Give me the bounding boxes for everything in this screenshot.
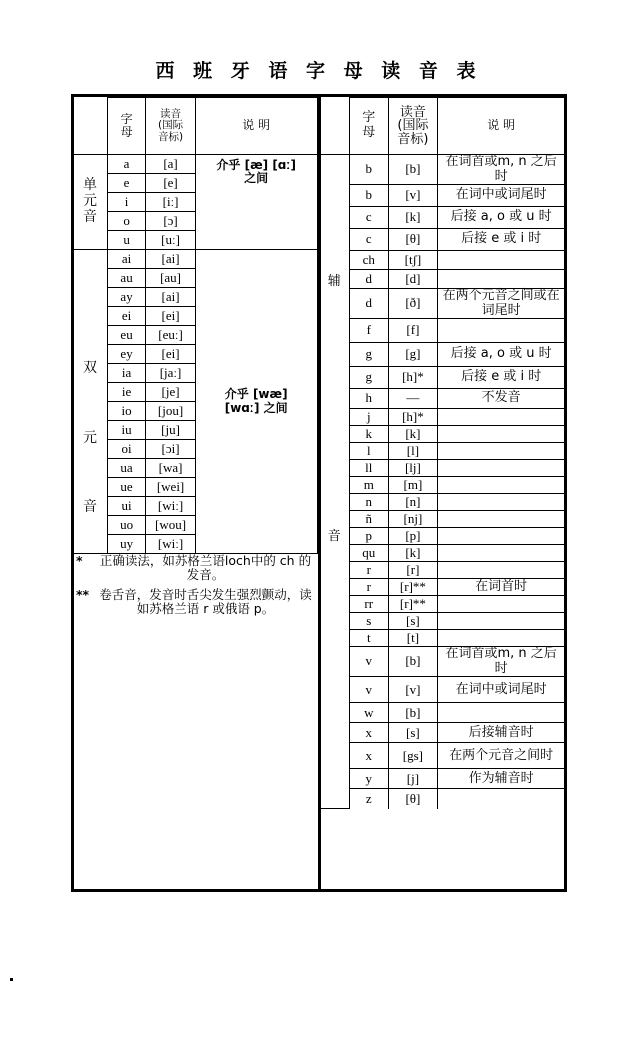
- ipa-cell: [ɔi]: [146, 440, 196, 459]
- ipa-cell: [f]: [388, 319, 438, 343]
- note-cell: 在词中或词尾时: [438, 677, 564, 703]
- pronunciation-table: [71, 94, 567, 892]
- letter-cell: au: [107, 269, 145, 288]
- letter-cell: ñ: [350, 511, 389, 528]
- left-pane: [74, 97, 319, 889]
- note-cell: [438, 494, 564, 511]
- ipa-cell: [ð]: [388, 289, 438, 319]
- letter-cell: s: [350, 613, 389, 630]
- letter-cell: c: [350, 229, 389, 251]
- right-header-ipa-line2: (国际: [397, 118, 429, 134]
- note-cell-diphthong: [195, 250, 317, 554]
- ipa-cell: [v]: [388, 185, 438, 207]
- ipa-cell: [v]: [388, 677, 438, 703]
- page-corner-mark: [10, 978, 13, 981]
- letter-cell: e: [107, 174, 145, 193]
- letter-cell: ay: [107, 288, 145, 307]
- letter-cell: qu: [350, 545, 389, 562]
- ipa-cell: [j]: [388, 769, 438, 789]
- table-row: [321, 477, 565, 494]
- left-header-note: 说 明: [195, 98, 317, 155]
- group-label-consonant: [321, 155, 350, 809]
- footnote-1-mark: *: [76, 553, 83, 568]
- letter-cell: io: [107, 402, 145, 421]
- ipa-cell: [wa]: [146, 459, 196, 478]
- ipa-cell: [euː]: [146, 326, 196, 345]
- group-label-monophthong-char2: 元: [82, 193, 98, 210]
- note-cell: [438, 409, 564, 426]
- letter-cell: ey: [107, 345, 145, 364]
- note-cell: [438, 528, 564, 545]
- table-row: [321, 367, 565, 389]
- right-header-note: 说 明: [438, 98, 564, 155]
- note-cell: [438, 789, 564, 809]
- left-header-ipa-line2: (国际: [158, 119, 184, 132]
- ipa-cell: [d]: [388, 270, 438, 289]
- letter-cell: iu: [107, 421, 145, 440]
- note-cell: [438, 319, 564, 343]
- group-label-monophthong: [74, 155, 107, 250]
- letter-cell: ui: [107, 497, 145, 516]
- letter-cell: ia: [107, 364, 145, 383]
- note-line1: 介乎 [æ] [ɑː]: [216, 158, 296, 172]
- table-row: [321, 289, 565, 319]
- note-cell: [438, 562, 564, 579]
- note-line2: [wɑː] 之间: [224, 400, 288, 415]
- ipa-cell: [r]**: [388, 579, 438, 596]
- table-row: [321, 185, 565, 207]
- left-header-ipa-line1: 读音: [160, 108, 182, 121]
- ipa-cell: [jaː]: [146, 364, 196, 383]
- ipa-cell: [m]: [388, 477, 438, 494]
- letter-cell: r: [350, 562, 389, 579]
- note-cell: [438, 251, 564, 270]
- left-header-blank: [74, 98, 107, 155]
- note-cell: [438, 443, 564, 460]
- footnotes-row: [74, 554, 317, 617]
- table-row: [321, 528, 565, 545]
- ipa-cell: [ɔ]: [146, 212, 196, 231]
- table-row: [321, 251, 565, 270]
- letter-cell: b: [350, 155, 389, 185]
- note-line1: 介乎 [wæ]: [224, 387, 288, 402]
- ipa-cell: [s]: [388, 613, 438, 630]
- letter-cell: oi: [107, 440, 145, 459]
- note-cell: [438, 477, 564, 494]
- letter-cell: f: [350, 319, 389, 343]
- table-row: [321, 703, 565, 723]
- letter-cell: eu: [107, 326, 145, 345]
- table-row: [321, 460, 565, 477]
- ipa-cell: [nj]: [388, 511, 438, 528]
- footnote-2: [76, 588, 315, 616]
- letter-cell: ei: [107, 307, 145, 326]
- letter-cell: r: [350, 579, 389, 596]
- ipa-cell: [ai]: [146, 288, 196, 307]
- table-row: [321, 389, 565, 409]
- letter-cell: l: [350, 443, 389, 460]
- table-row: [321, 743, 565, 769]
- group-label-diphthong-char3: 音: [82, 499, 98, 516]
- letter-cell: k: [350, 426, 389, 443]
- table-row: [321, 229, 565, 251]
- letter-cell: ai: [107, 250, 145, 269]
- group-label-consonant-char1: 辅: [327, 274, 342, 289]
- table-row: [74, 250, 317, 269]
- ipa-cell: [je]: [146, 383, 196, 402]
- letter-cell: ch: [350, 251, 389, 270]
- letter-cell: d: [350, 270, 389, 289]
- table-row: [321, 613, 565, 630]
- right-table-header-row: [321, 98, 565, 155]
- ipa-cell: [gs]: [388, 743, 438, 769]
- ipa-cell: [ju]: [146, 421, 196, 440]
- ipa-cell: [p]: [388, 528, 438, 545]
- right-header-ipa-line3: 音标): [397, 131, 429, 147]
- table-row: [321, 789, 565, 809]
- right-header-ipa: [388, 98, 438, 155]
- note-line2: 之间: [244, 171, 269, 186]
- letter-cell: ie: [107, 383, 145, 402]
- letter-cell: o: [107, 212, 145, 231]
- ipa-cell: [k]: [388, 545, 438, 562]
- note-cell: 在两个元音之间时: [438, 743, 564, 769]
- letter-cell: v: [350, 677, 389, 703]
- letter-cell: d: [350, 289, 389, 319]
- letter-cell: uo: [107, 516, 145, 535]
- letter-cell: x: [350, 723, 389, 743]
- ipa-cell: [r]**: [388, 596, 438, 613]
- note-cell-monophthong: [195, 155, 317, 250]
- table-row: [321, 579, 565, 596]
- note-cell: 后接 e 或 i 时: [438, 229, 564, 251]
- right-header-letter-line1: 字: [362, 110, 376, 126]
- letter-cell: ua: [107, 459, 145, 478]
- footnote-2-mark: **: [76, 587, 90, 602]
- right-pane: [319, 97, 564, 889]
- group-label-diphthong: [74, 250, 107, 554]
- letter-cell: g: [350, 343, 389, 367]
- note-cell: [438, 270, 564, 289]
- ipa-cell: [tʃ]: [388, 251, 438, 270]
- letter-cell: c: [350, 207, 389, 229]
- ipa-cell: [s]: [388, 723, 438, 743]
- table-row: [321, 207, 565, 229]
- ipa-cell: [lj]: [388, 460, 438, 477]
- note-cell: [438, 460, 564, 477]
- letter-cell: v: [350, 647, 389, 677]
- note-cell: [438, 545, 564, 562]
- ipa-cell: [h]*: [388, 367, 438, 389]
- ipa-cell: [θ]: [388, 789, 438, 809]
- note-cell: 后接 a, o 或 u 时: [438, 343, 564, 367]
- group-label-diphthong-char1: 双: [82, 359, 98, 376]
- ipa-cell: [t]: [388, 630, 438, 647]
- left-header-ipa-line3: 音标): [158, 130, 184, 143]
- ipa-cell: [l]: [388, 443, 438, 460]
- letter-cell: p: [350, 528, 389, 545]
- table-row: [321, 630, 565, 647]
- note-cell: 在词首或m, n 之后时: [438, 155, 564, 185]
- table-row: [321, 155, 565, 185]
- table-row: [74, 155, 317, 174]
- footnotes: [74, 554, 317, 617]
- ipa-cell: [wiː]: [146, 497, 196, 516]
- left-table: [74, 97, 318, 616]
- ipa-cell: [jou]: [146, 402, 196, 421]
- letter-cell: h: [350, 389, 389, 409]
- table-row: [321, 677, 565, 703]
- group-label-diphthong-char2: 元: [82, 429, 98, 446]
- table-row: [321, 443, 565, 460]
- note-cell: 后接 a, o 或 u 时: [438, 207, 564, 229]
- left-header-letter-line2: 母: [120, 125, 133, 139]
- table-row: [321, 494, 565, 511]
- note-cell: 不发音: [438, 389, 564, 409]
- letter-cell: b: [350, 185, 389, 207]
- ipa-cell: [iː]: [146, 193, 196, 212]
- letter-cell: g: [350, 367, 389, 389]
- letter-cell: i: [107, 193, 145, 212]
- note-cell: [438, 511, 564, 528]
- note-cell: 作为辅音时: [438, 769, 564, 789]
- note-cell: 后接 e 或 i 时: [438, 367, 564, 389]
- letter-cell: t: [350, 630, 389, 647]
- ipa-cell: [g]: [388, 343, 438, 367]
- right-header-blank: [321, 98, 350, 155]
- group-label-consonant-char2: 音: [327, 528, 342, 544]
- table-row: [321, 343, 565, 367]
- ipa-cell: [n]: [388, 494, 438, 511]
- letter-cell: rr: [350, 596, 389, 613]
- letter-cell: w: [350, 703, 389, 723]
- left-table-header-row: [74, 98, 317, 155]
- table-row: [321, 545, 565, 562]
- letter-cell: y: [350, 769, 389, 789]
- ipa-cell: [b]: [388, 647, 438, 677]
- table-row: [321, 409, 565, 426]
- ipa-cell: [au]: [146, 269, 196, 288]
- letter-cell: z: [350, 789, 389, 809]
- ipa-cell: [ei]: [146, 307, 196, 326]
- ipa-cell: [ei]: [146, 345, 196, 364]
- note-cell: 后接辅音时: [438, 723, 564, 743]
- letter-cell: ue: [107, 478, 145, 497]
- note-cell: 在两个元音之间或在词尾时: [438, 289, 564, 319]
- footnote-1-text: 正确读法，如苏格兰语loch中的 ch 的发音。: [99, 553, 312, 582]
- right-header-ipa-line1: 读音: [399, 104, 426, 120]
- table-row: [321, 562, 565, 579]
- right-table: [321, 97, 565, 809]
- letter-cell: uy: [107, 535, 145, 554]
- ipa-cell: [θ]: [388, 229, 438, 251]
- letter-cell: ll: [350, 460, 389, 477]
- note-cell: 在词首时: [438, 579, 564, 596]
- page-title: 西 班 牙 语 字 母 读 音 表: [155, 60, 482, 82]
- table-row: [321, 769, 565, 789]
- table-row: [321, 647, 565, 677]
- ipa-cell: [h]*: [388, 409, 438, 426]
- note-cell: [438, 613, 564, 630]
- letter-cell: j: [350, 409, 389, 426]
- table-row: [321, 723, 565, 743]
- letter-cell: n: [350, 494, 389, 511]
- ipa-cell: [uː]: [146, 231, 196, 250]
- note-cell: [438, 630, 564, 647]
- left-header-letter-line1: 字: [120, 111, 133, 126]
- footnote-2-text: 卷舌音，发音时舌尖发生强烈颤动，读如苏格兰语 r 或俄语 p。: [99, 587, 312, 616]
- ipa-cell: [wiː]: [146, 535, 196, 554]
- group-label-monophthong-char3: 音: [82, 208, 98, 225]
- ipa-cell: [a]: [146, 155, 196, 174]
- ipa-cell: [k]: [388, 207, 438, 229]
- note-cell: [438, 703, 564, 723]
- letter-cell: x: [350, 743, 389, 769]
- table-row: [321, 596, 565, 613]
- ipa-cell: [r]: [388, 562, 438, 579]
- letter-cell: u: [107, 231, 145, 250]
- ipa-cell: [ai]: [146, 250, 196, 269]
- ipa-cell: [b]: [388, 703, 438, 723]
- ipa-cell: [wei]: [146, 478, 196, 497]
- note-cell: 在词首或m, n 之后时: [438, 647, 564, 677]
- letter-cell: a: [107, 155, 145, 174]
- letter-cell: m: [350, 477, 389, 494]
- ipa-cell: [b]: [388, 155, 438, 185]
- note-cell: 在词中或词尾时: [438, 185, 564, 207]
- left-header-letter: [107, 98, 145, 155]
- ipa-cell: [e]: [146, 174, 196, 193]
- ipa-cell: —: [388, 389, 438, 409]
- group-label-monophthong-char1: 单: [82, 177, 98, 194]
- note-cell: [438, 596, 564, 613]
- ipa-cell: [k]: [388, 426, 438, 443]
- table-row: [321, 319, 565, 343]
- note-cell: [438, 426, 564, 443]
- table-row: [321, 270, 565, 289]
- right-header-letter-line2: 母: [362, 125, 376, 140]
- right-header-letter: [350, 98, 389, 155]
- table-row: [321, 511, 565, 528]
- footnote-1: [76, 554, 315, 582]
- table-row: [321, 426, 565, 443]
- ipa-cell: [wou]: [146, 516, 196, 535]
- left-header-ipa: [146, 98, 196, 155]
